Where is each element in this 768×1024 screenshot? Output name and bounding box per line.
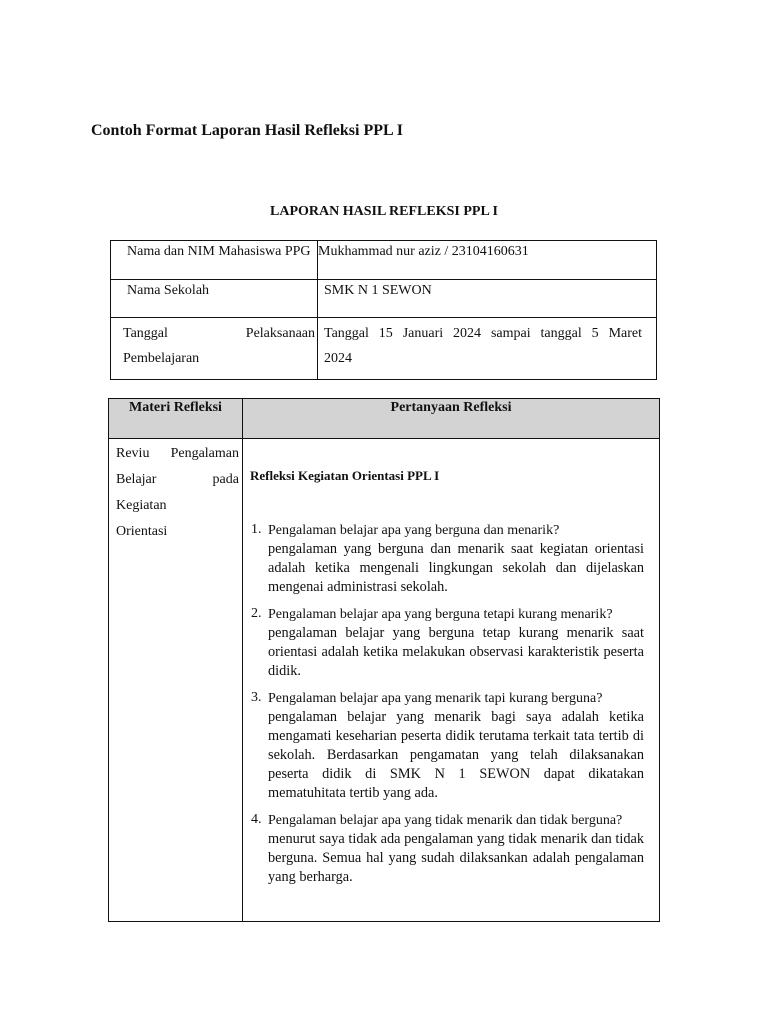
materi-text <box>109 439 242 545</box>
date-value <box>318 318 656 371</box>
name-label-cell <box>111 241 318 280</box>
name-value: Mukhammad nur aziz / 23104160631 <box>318 244 529 259</box>
reflection-header-row <box>109 399 660 439</box>
identity-row-date <box>111 318 657 380</box>
reflection-body-row <box>109 439 660 922</box>
answer-text: pengalaman belajar yang berguna tetap kurang menarik saat orientasi adalah ketika melakukan observasi karakteristik peserta didik. <box>268 625 644 679</box>
question-number: 1. <box>251 522 262 537</box>
question-text: Pengalaman belajar apa yang berguna dan menarik? <box>268 523 560 538</box>
identity-table <box>110 240 657 380</box>
materi-line-3: Orientasi <box>116 524 168 539</box>
name-value-cell <box>318 241 657 280</box>
reflection-table <box>108 398 660 922</box>
question-item-2 <box>243 606 659 681</box>
date-label-cell <box>111 318 318 380</box>
question-text: Pengalaman belajar apa yang menarik tapi kurang berguna? <box>268 691 603 706</box>
question-number: 4. <box>251 812 262 827</box>
date-label <box>111 318 317 371</box>
question-item-3 <box>243 690 659 803</box>
materi-cell <box>109 439 243 922</box>
school-label: Nama Sekolah <box>127 283 210 298</box>
question-item-1 <box>243 522 659 597</box>
identity-row-school <box>111 280 657 318</box>
answer-text: menurut saya tidak ada pengalaman yang tidak menarik dan tidak berguna. Semua hal yang sudah dilaksankan adalah pengalaman yang berharga. <box>268 831 644 885</box>
date-value-line-1: Tanggal 15 Januari 2024 sampai tanggal 5 Maret <box>324 326 642 341</box>
school-value-cell <box>318 280 657 318</box>
pertanyaan-cell <box>243 439 660 922</box>
report-title: LAPORAN HASIL REFLEKSI PPL I <box>270 204 498 219</box>
name-label: Nama dan NIM Mahasiswa PPG <box>127 244 311 259</box>
question-text: Pengalaman belajar apa yang tidak menarik dan tidak berguna? <box>268 813 623 828</box>
school-label-cell <box>111 280 318 318</box>
materi-line-1: Reviu Pengalaman <box>116 446 239 461</box>
date-value-cell <box>318 318 657 380</box>
identity-row-name <box>111 241 657 280</box>
header-materi-refleksi: Materi Refleksi <box>109 399 243 439</box>
date-label-part-c: Pembelajaran <box>123 351 200 366</box>
header-pertanyaan-refleksi: Pertanyaan Refleksi <box>243 399 660 439</box>
question-number: 2. <box>251 606 262 621</box>
question-number: 3. <box>251 690 262 705</box>
question-list <box>243 522 659 887</box>
date-value-line-2: 2024 <box>324 351 352 366</box>
section-heading: Refleksi Kegiatan Orientasi PPL I <box>250 468 440 483</box>
question-text: Pengalaman belajar apa yang berguna tetapi kurang menarik? <box>268 607 613 622</box>
date-label-part-a: Tanggal <box>123 326 168 341</box>
school-value: SMK N 1 SEWON <box>324 283 432 298</box>
date-label-part-b: Pelaksanaan <box>245 326 315 341</box>
answer-text: pengalaman yang berguna dan menarik saat kegiatan orientasi adalah ketika mengenali lingkungan sekolah dan dijelaskan mengenai administrasi sekolah. <box>268 541 644 595</box>
question-item-4 <box>243 812 659 887</box>
answer-text: pengalaman belajar yang menarik bagi saya adalah ketika mengamati keseharian peserta didik terutama terkait tata tertib di sekolah. Berdasarkan pengamatan yang telah dilaksanakan peserta didik di SMK N 1 SEWON dapat dikatakan mematuhitata tertib yang ada. <box>268 709 644 801</box>
document-title: Contoh Format Laporan Hasil Refleksi PPL I <box>91 122 404 139</box>
materi-line-2: Belajar pada Kegiatan <box>116 472 239 513</box>
